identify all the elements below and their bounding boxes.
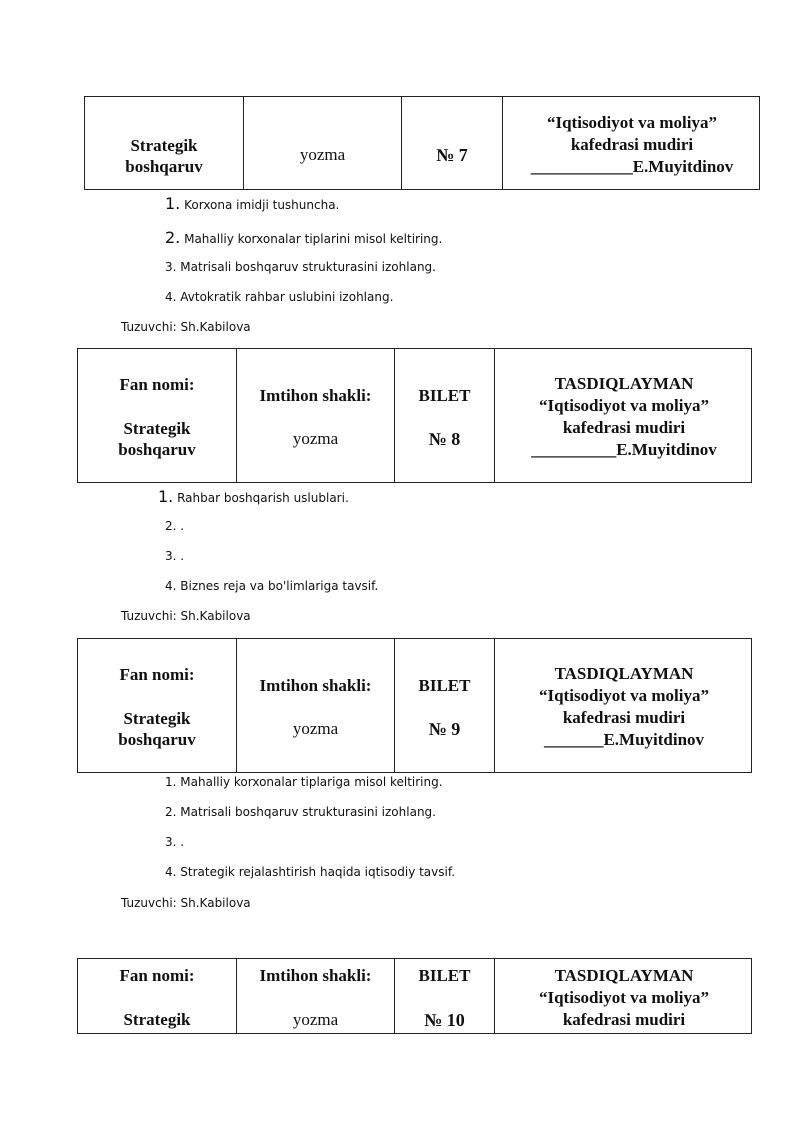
subject-cell [78,349,237,482]
subject-label: Fan nomi: [119,665,195,684]
subject-cell [78,639,237,772]
head-title: kafedrasi mudiri [562,708,686,727]
subject-label: Fan nomi: [119,966,195,985]
head-title: kafedrasi mudiri [570,135,694,154]
question-4: 4. Strategik rejalashtirish haqida iqtisodiy tavsif. [165,865,456,879]
bilet-8-header-table [77,348,752,483]
approval-cell [503,97,760,189]
exam-form-label: Imtihon shakli: [259,966,372,985]
subject-cell [78,959,237,1033]
subject-name: Strategik boshqaruv [118,709,196,749]
approval-heading: TASDIQLAYMAN [554,966,694,985]
bilet-10-header-table [77,958,752,1034]
question-2: 2. Mahalliy korxonalar tiplarini misol keltiring. [165,228,443,247]
subject-name: Strategik [123,1010,191,1029]
bilet-number-cell [395,349,495,482]
exam-form-value: yozma [292,719,339,738]
bilet-label: BILET [418,676,471,695]
question-1: 1. Rahbar boshqarish uslublari. [158,487,349,506]
exam-form-label: Imtihon shakli: [259,386,372,405]
approval-heading: TASDIQLAYMAN [554,374,694,393]
question-3: 3. . [165,549,185,563]
exam-form-value: yozma [292,429,339,448]
exam-form-cell [244,97,402,189]
department-name: “Iqtisodiyot va moliya” [538,686,710,705]
department-name: “Iqtisodiyot va moliya” [538,396,710,415]
bilet-number-cell [402,97,503,189]
author-line: Tuzuvchi: Sh.Kabilova [121,320,251,334]
bilet-label: BILET [418,966,471,985]
approval-heading: TASDIQLAYMAN [554,664,694,683]
author-line: Tuzuvchi: Sh.Kabilova [121,609,251,623]
exam-form-value: yozma [299,145,346,164]
exam-form-value: yozma [292,1010,339,1029]
question-3: 3. . [165,835,185,849]
subject-cell [85,97,244,189]
bilet-number-cell [395,959,495,1033]
bilet-number: № 8 [428,429,461,449]
department-name: “Iqtisodiyot va moliya” [538,988,710,1007]
subject-name: Strategik boshqaruv [118,419,196,459]
subject-label: Fan nomi: [119,375,195,394]
bilet-9-header-table [77,638,752,773]
approval-cell [495,959,752,1033]
signature-line: __________E.Muyitdinov [531,440,717,459]
bilet-number: № 7 [436,145,468,165]
signature-line: ____________E.Muyitdinov [530,157,734,176]
question-2: 2. Matrisali boshqaruv strukturasini izohlang. [165,805,436,819]
exam-form-label: Imtihon shakli: [259,676,372,695]
question-1: 1. Mahalliy korxonalar tiplariga misol keltiring. [165,775,443,789]
author-line: Tuzuvchi: Sh.Kabilova [121,896,251,910]
bilet-number: № 10 [424,1010,465,1030]
department-name: “Iqtisodiyot va moliya” [546,113,718,132]
exam-form-cell [237,959,395,1033]
question-2: 2. . [165,519,185,533]
head-title: kafedrasi mudiri [562,1010,686,1029]
exam-form-cell [237,639,395,772]
question-4: 4. Avtokratik rahbar uslubini izohlang. [165,290,394,304]
subject-name: Strategik boshqaruv [125,136,203,176]
approval-cell [495,639,752,772]
bilet-number: № 9 [428,719,461,739]
signature-line: _______E.Muyitdinov [543,730,705,749]
exam-form-cell [237,349,395,482]
approval-cell [495,349,752,482]
bilet-7-header-table [84,96,760,190]
bilet-number-cell [395,639,495,772]
bilet-label: BILET [418,386,471,405]
question-4: 4. Biznes reja va bo'limlariga tavsif. [165,579,379,593]
question-3: 3. Matrisali boshqaruv strukturasini izohlang. [165,260,436,274]
head-title: kafedrasi mudiri [562,418,686,437]
question-1: 1. Korxona imidji tushuncha. [165,194,340,213]
